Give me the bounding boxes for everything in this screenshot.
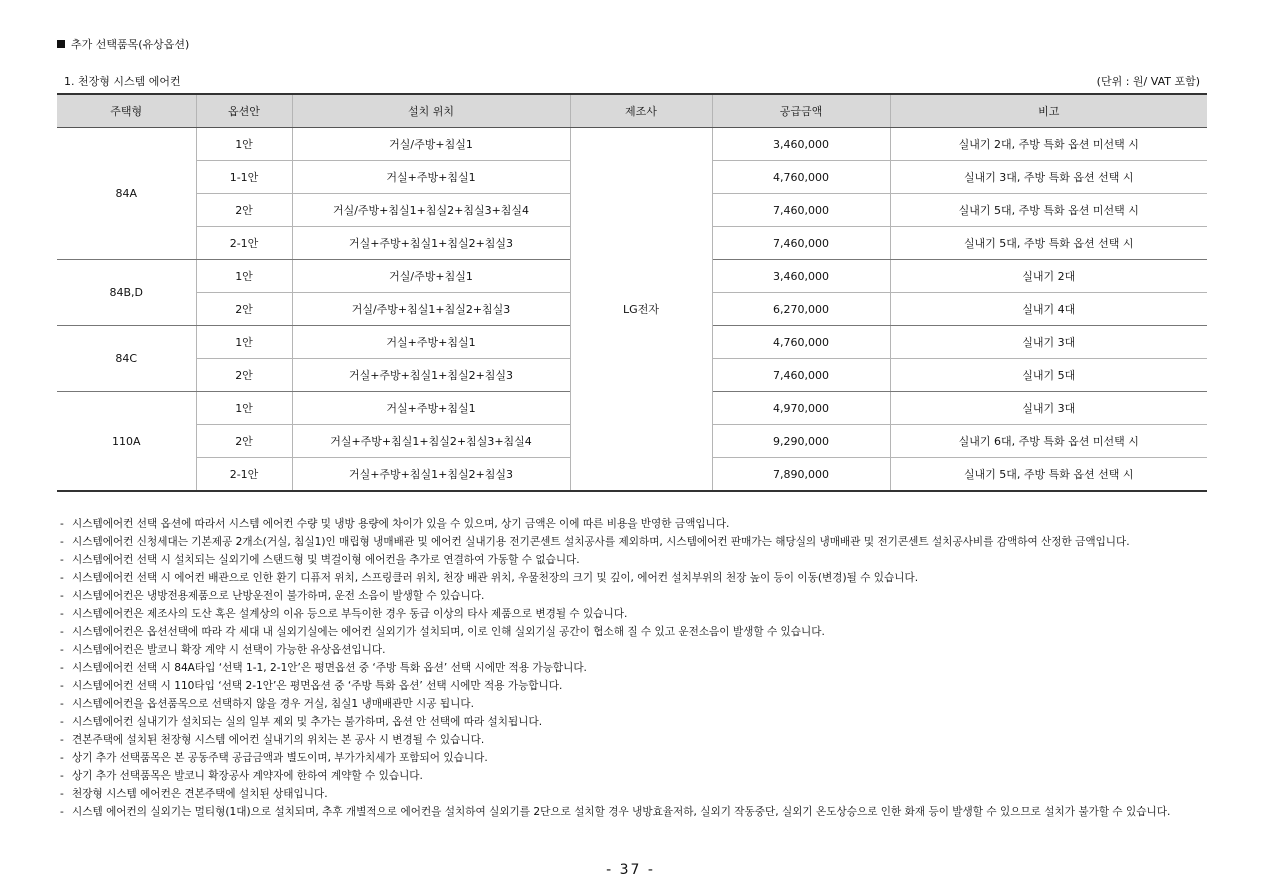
option-cell: 1안 <box>196 392 292 425</box>
dash-bullet: - <box>60 680 64 692</box>
note-text: 시스템 에어컨의 실외기는 멀티형(1대)으로 설치되며, 추후 개별적으로 에어컨을 설치하여 실외기를 2단으로 설치할 경우 냉방효율저하, 실외기 작동중단, 실외기 온도상승으로 인한 화재 등이 발생할 수 있으므로 설치가 불가할 수 있습니다. <box>72 806 1171 818</box>
unit-type-cell: 84A <box>57 128 196 260</box>
manufacturer-cell: LG전자 <box>570 128 712 492</box>
dash-bullet: - <box>60 626 64 638</box>
price-cell: 7,460,000 <box>712 194 890 227</box>
dash-bullet: - <box>60 788 64 800</box>
note-text: 시스템에어컨 선택 시 110타입 ‘선택 2-1안’은 평면옵션 중 ‘주방 특화 옵션’ 선택 시에만 적용 가능합니다. <box>72 680 563 692</box>
note-cell: 실내기 2대, 주방 특화 옵션 미선택 시 <box>890 128 1207 161</box>
option-cell: 2안 <box>196 359 292 392</box>
location-cell: 거실/주방+침실1 <box>292 128 570 161</box>
note-cell: 실내기 3대, 주방 특화 옵션 선택 시 <box>890 161 1207 194</box>
dash-bullet: - <box>60 734 64 746</box>
note-text: 시스템에어컨 선택 시 설치되는 실외기에 스탠드형 및 벽걸이형 에어컨을 추가로 연결하여 가동할 수 없습니다. <box>72 554 580 566</box>
note-cell: 실내기 2대 <box>890 260 1207 293</box>
dash-bullet: - <box>60 698 64 710</box>
note-cell: 실내기 5대, 주방 특화 옵션 미선택 시 <box>890 194 1207 227</box>
header-cell: 제조사 <box>570 94 712 128</box>
price-cell: 6,270,000 <box>712 293 890 326</box>
section-title-text: 추가 선택품목(유상옵션) <box>71 38 190 51</box>
note-item <box>60 587 1210 605</box>
note-item <box>60 713 1210 731</box>
note-item <box>60 677 1210 695</box>
option-cell: 1안 <box>196 128 292 161</box>
dash-bullet: - <box>60 536 64 548</box>
location-cell: 거실/주방+침실1 <box>292 260 570 293</box>
note-cell: 실내기 5대 <box>890 359 1207 392</box>
note-text: 견본주택에 설치된 천장형 시스템 에어컨 실내기의 위치는 본 공사 시 변경될 수 있습니다. <box>72 734 485 746</box>
note-item <box>60 515 1210 533</box>
note-item <box>60 605 1210 623</box>
header-cell: 옵션안 <box>196 94 292 128</box>
option-cell: 2-1안 <box>196 458 292 492</box>
price-cell: 4,760,000 <box>712 326 890 359</box>
note-item <box>60 569 1210 587</box>
unit-type-cell: 84C <box>57 326 196 392</box>
header-cell: 주택형 <box>57 94 196 128</box>
price-cell: 7,460,000 <box>712 359 890 392</box>
note-item <box>60 641 1210 659</box>
unit-type-cell: 110A <box>57 392 196 492</box>
note-cell: 실내기 6대, 주방 특화 옵션 미선택 시 <box>890 425 1207 458</box>
note-text: 시스템에어컨 신청세대는 기본제공 2개소(거실, 침실1)인 매립형 냉매배관 및 에어컨 실내기용 전기콘센트 설치공사를 제외하며, 시스템에어컨 판매가는 해당실의 냉매배관 및 전기콘센트 설치공사비를 감액하여 산정한 금액입니다. <box>72 536 1130 548</box>
unit-type-cell: 84B,D <box>57 260 196 326</box>
note-item <box>60 551 1210 569</box>
note-text: 시스템에어컨은 발코니 확장 계약 시 선택이 가능한 유상옵션입니다. <box>72 644 386 656</box>
note-cell: 실내기 3대 <box>890 326 1207 359</box>
note-cell: 실내기 3대 <box>890 392 1207 425</box>
dash-bullet: - <box>60 662 64 674</box>
unit-label: (단위 : 원/ VAT 포함) <box>1096 75 1200 88</box>
option-cell: 2안 <box>196 293 292 326</box>
note-text: 시스템에어컨은 제조사의 도산 혹은 설계상의 이유 등으로 부득이한 경우 동급 이상의 타사 제품으로 변경될 수 있습니다. <box>72 608 628 620</box>
dash-bullet: - <box>60 518 64 530</box>
option-cell: 1안 <box>196 326 292 359</box>
price-cell: 4,970,000 <box>712 392 890 425</box>
note-text: 시스템에어컨 선택 시 84A타입 ‘선택 1-1, 2-1안’은 평면옵션 중 ‘주방 특화 옵션’ 선택 시에만 적용 가능합니다. <box>72 662 587 674</box>
note-item <box>60 803 1210 821</box>
note-item <box>60 767 1210 785</box>
notes-list <box>60 515 1210 821</box>
price-cell: 9,290,000 <box>712 425 890 458</box>
note-cell: 실내기 5대, 주방 특화 옵션 선택 시 <box>890 458 1207 492</box>
table-title: 1. 천장형 시스템 에어컨 <box>64 75 181 88</box>
note-text: 시스템에어컨은 냉방전용제품으로 난방운전이 불가하며, 운전 소음이 발생할 수 있습니다. <box>72 590 485 602</box>
dash-bullet: - <box>60 806 64 818</box>
option-cell: 2안 <box>196 194 292 227</box>
table-row <box>57 128 1207 161</box>
option-cell: 2안 <box>196 425 292 458</box>
note-text: 시스템에어컨은 옵션선택에 따라 각 세대 내 실외기실에는 에어컨 실외기가 설치되며, 이로 인해 실외기실 공간이 협소해 질 수 있고 운전소음이 발생할 수 있습니다. <box>72 626 825 638</box>
header-cell: 비고 <box>890 94 1207 128</box>
option-cell: 1안 <box>196 260 292 293</box>
dash-bullet: - <box>60 554 64 566</box>
dash-bullet: - <box>60 716 64 728</box>
note-item <box>60 785 1210 803</box>
option-cell: 1-1안 <box>196 161 292 194</box>
location-cell: 거실+주방+침실1 <box>292 161 570 194</box>
price-cell: 3,460,000 <box>712 260 890 293</box>
location-cell: 거실+주방+침실1+침실2+침실3 <box>292 227 570 260</box>
location-cell: 거실+주방+침실1+침실2+침실3 <box>292 458 570 492</box>
note-text: 시스템에어컨을 옵션품목으로 선택하지 않을 경우 거실, 침실1 냉매배관만 시공 됩니다. <box>72 698 474 710</box>
price-cell: 7,460,000 <box>712 227 890 260</box>
note-item <box>60 623 1210 641</box>
note-cell: 실내기 5대, 주방 특화 옵션 선택 시 <box>890 227 1207 260</box>
section-title <box>57 36 189 52</box>
note-item <box>60 533 1210 551</box>
location-cell: 거실+주방+침실1 <box>292 392 570 425</box>
note-item <box>60 731 1210 749</box>
page-number: - 37 - <box>606 862 655 878</box>
square-bullet-icon <box>57 40 65 48</box>
location-cell: 거실+주방+침실1 <box>292 326 570 359</box>
dash-bullet: - <box>60 752 64 764</box>
option-price-table <box>57 93 1207 492</box>
header-cell: 설치 위치 <box>292 94 570 128</box>
price-cell: 4,760,000 <box>712 161 890 194</box>
table-header-row <box>57 94 1207 128</box>
note-text: 상기 추가 선택품목은 본 공동주택 공급금액과 별도이며, 부가가치세가 포함되어 있습니다. <box>72 752 488 764</box>
note-text: 천장형 시스템 에어컨은 견본주택에 설치된 상태입니다. <box>72 788 328 800</box>
header-cell: 공급금액 <box>712 94 890 128</box>
note-item <box>60 695 1210 713</box>
location-cell: 거실/주방+침실1+침실2+침실3+침실4 <box>292 194 570 227</box>
note-item <box>60 659 1210 677</box>
price-cell: 3,460,000 <box>712 128 890 161</box>
note-cell: 실내기 4대 <box>890 293 1207 326</box>
dash-bullet: - <box>60 590 64 602</box>
dash-bullet: - <box>60 770 64 782</box>
note-text: 상기 추가 선택품목은 발코니 확장공사 계약자에 한하여 계약할 수 있습니다. <box>72 770 423 782</box>
note-text: 시스템에어컨 실내기가 설치되는 실의 일부 제외 및 추가는 불가하며, 옵션 안 선택에 따라 설치됩니다. <box>72 716 543 728</box>
dash-bullet: - <box>60 572 64 584</box>
location-cell: 거실+주방+침실1+침실2+침실3+침실4 <box>292 425 570 458</box>
location-cell: 거실/주방+침실1+침실2+침실3 <box>292 293 570 326</box>
location-cell: 거실+주방+침실1+침실2+침실3 <box>292 359 570 392</box>
dash-bullet: - <box>60 644 64 656</box>
note-text: 시스템에어컨 선택 옵션에 따라서 시스템 에어컨 수량 및 냉방 용량에 차이가 있을 수 있으며, 상기 금액은 이에 따른 비용을 반영한 금액입니다. <box>72 518 730 530</box>
option-cell: 2-1안 <box>196 227 292 260</box>
price-cell: 7,890,000 <box>712 458 890 492</box>
note-text: 시스템에어컨 선택 시 에어컨 배관으로 인한 환기 디퓨저 위치, 스프링클러 위치, 천장 배관 위치, 우물천장의 크기 및 깊이, 에어컨 설치부위의 천장 높이 등이 이동(변경)될 수 있습니다. <box>72 572 919 584</box>
dash-bullet: - <box>60 608 64 620</box>
note-item <box>60 749 1210 767</box>
